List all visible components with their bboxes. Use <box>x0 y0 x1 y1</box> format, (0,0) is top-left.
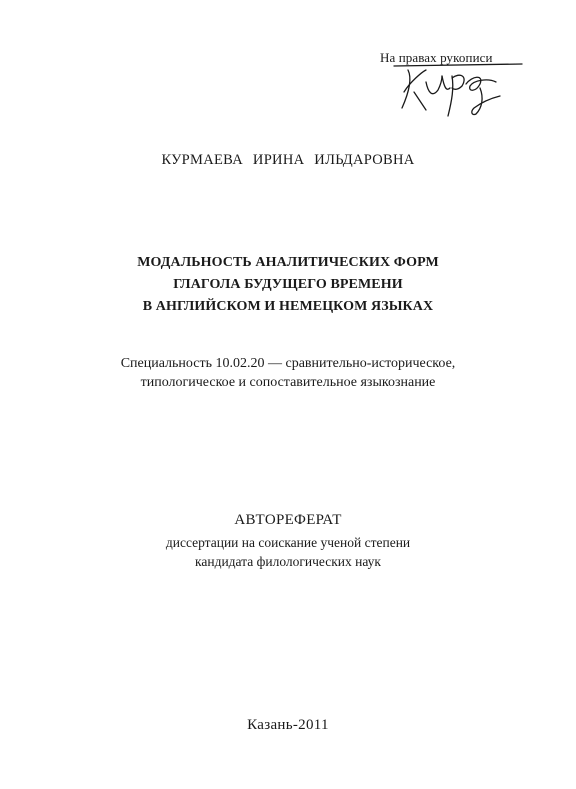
degree-line: диссертации на соискание ученой степени <box>165 535 411 550</box>
manuscript-rights-note: На правах рукописи <box>380 50 493 65</box>
title-line: МОДАЛЬНОСТЬ АНАЛИТИЧЕСКИХ ФОРМ <box>137 255 439 270</box>
title-line: ГЛАГОЛА БУДУЩЕГО ВРЕМЕНИ <box>173 277 403 292</box>
handwritten-signature <box>392 58 532 120</box>
degree-line: кандидата филологических наук <box>195 554 381 569</box>
specialty-block <box>0 354 576 392</box>
place-and-year: Казань-2011 <box>247 717 329 733</box>
specialty-line: типологическое и сопоставительное языкознание <box>140 375 436 390</box>
specialty-line: Специальность 10.02.20 — сравнительно-историческое, <box>120 356 456 371</box>
degree-description <box>0 533 576 571</box>
dissertation-title <box>0 252 576 318</box>
author-name: КУРМАЕВА ИРИНА ИЛЬДАРОВНА <box>161 152 415 168</box>
title-line: В АНГЛИЙСКОМ И НЕМЕЦКОМ ЯЗЫКАХ <box>142 299 434 314</box>
abstract-label: АВТОРЕФЕРАТ <box>234 512 342 528</box>
